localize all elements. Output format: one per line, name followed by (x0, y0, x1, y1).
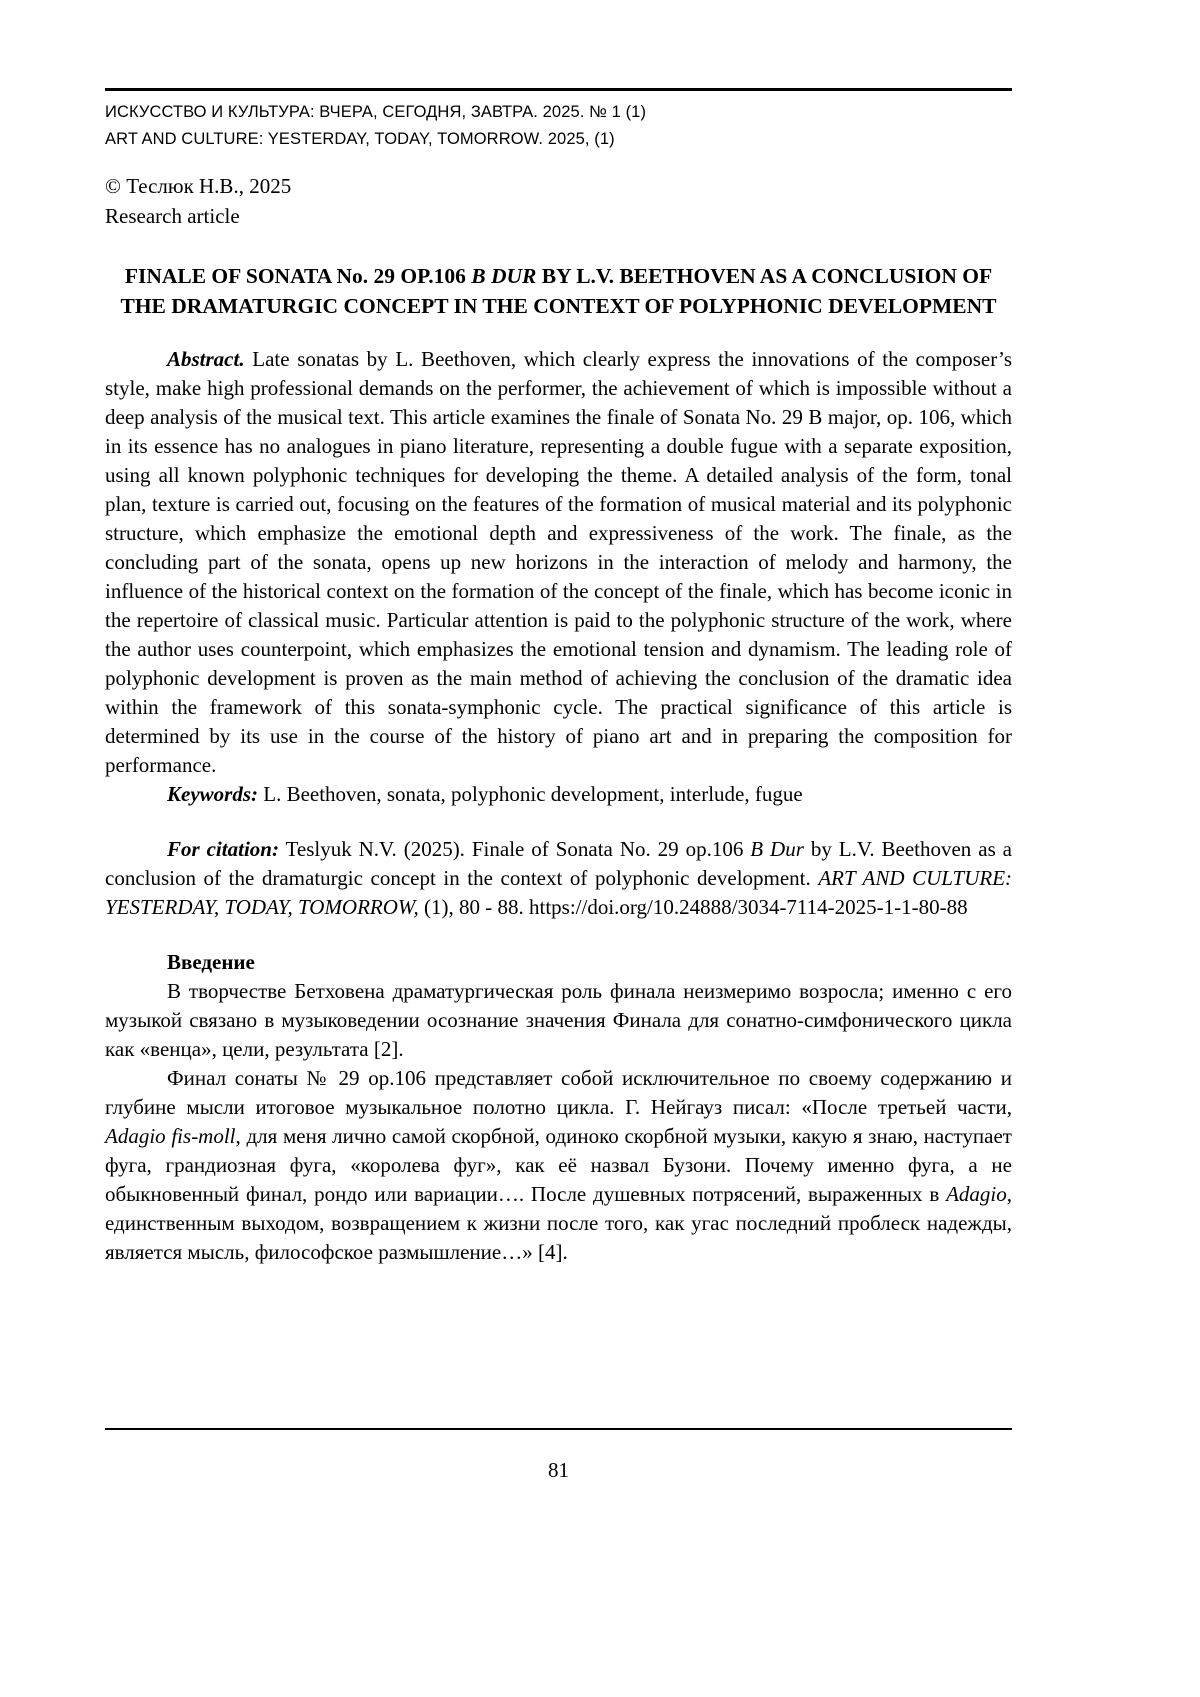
introduction-paragraph-1: В творчестве Бетховена драматургическая роль финала неизмеримо возросла; именно с его музыкой связано в музыковедении осознание значения Финала для сонатно-симфонического цикла как «венца», цели, результата [2]. (105, 979, 1012, 1061)
abstract-paragraph: Abstract. Late sonatas by L. Beethoven, which clearly express the innovations of the composer’s style, make high professional demands on the performer, the achievement of which is impossible without a deep analysis of the musical text. This article examines the finale of Sonata No. 29 B major, op. 106, which in its essence has no analogues in piano literature, representing a double fugue with a separate exposition, using all known polyphonic techniques for developing the theme. A detailed analysis of the form, tonal plan, texture is carried out, focusing on the features of the formation of musical material and its polyphonic structure, which emphasize the emotional depth and expressiveness of the work. The finale, as the concluding part of the sonata, opens up new horizons in the interaction of melody and harmony, the influence of the historical context on the formation of the concept of the finale, which has become iconic in the repertoire of classical music. Particular attention is paid to the polyphonic structure of the work, where the author uses counterpoint, which emphasizes the emotional tension and dynamism. The leading role of polyphonic development is proven as the main method of achieving the conclusion of the dramatic idea within the framework of this sonata-symphonic cycle. The practical significance of this article is determined by its use in the course of the history of piano art and in preparing the composition for performance. (105, 347, 1012, 777)
journal-header (105, 91, 1012, 153)
introduction-paragraph-2: Финал сонаты № 29 op.106 представляет собой исключительное по своему содержанию и глубине мысли итоговое музыкальное полотно цикла. Г. Нейгауз писал: «После третьей части, Adagio fis-moll, для меня лично самой скорбной, одиноко скорбной музыки, какую я знаю, наступает фуга, грандиозная фуга, «королева фуг», как её назвал Бузони. Почему именно фуга, а не обыкновенный финал, рондо или вариации…. После душевных потрясений, выраженных в Adagio, единственным выходом, возвращением к жизни после того, как угас последний проблеск надежды, является мысль, философское размышление…» [4]. (105, 1066, 1012, 1264)
page-content (105, 0, 1012, 1267)
citation-paragraph: For citation: Teslyuk N.V. (2025). Finale of Sonata No. 29 op.106 B Dur by L.V. Beethoven as a conclusion of the dramaturgic concept in the context of polyphonic development. ART AND CULTURE: YESTERDAY, TODAY, TOMORROW, (1), 80 - 88. https://doi.org/10.24888/3034-7114-2025-1-1-80-88 (105, 837, 1013, 919)
article-type-label: Research article (105, 204, 240, 228)
copyright-line: © Теслюк Н.В., 2025 (105, 174, 292, 198)
section-heading-introduction: Введение (167, 950, 255, 974)
page-footer (105, 1428, 1012, 1485)
page-number: 81 (548, 1458, 569, 1482)
byline-block (105, 171, 1012, 231)
keywords-paragraph: Keywords: L. Beethoven, sonata, polyphonic development, interlude, fugue (167, 782, 803, 806)
article-title: FINALE OF SONATA No. 29 OP.106 B DUR BY L.V. BEETHOVEN AS A CONCLUSION OF THE DRAMATURGIC CONCEPT IN THE CONTEXT OF POLYPHONIC DEVELOPMENT (120, 264, 997, 318)
footer-rule (105, 1428, 1012, 1430)
journal-title-en: ART AND CULTURE: YESTERDAY, TODAY, TOMORROW. 2025, (1) (105, 130, 615, 148)
journal-title-ru: ИСКУССТВО И КУЛЬТУРА: ВЧЕРА, СЕГОДНЯ, ЗАВТРА. 2025. № 1 (1) (105, 103, 647, 121)
